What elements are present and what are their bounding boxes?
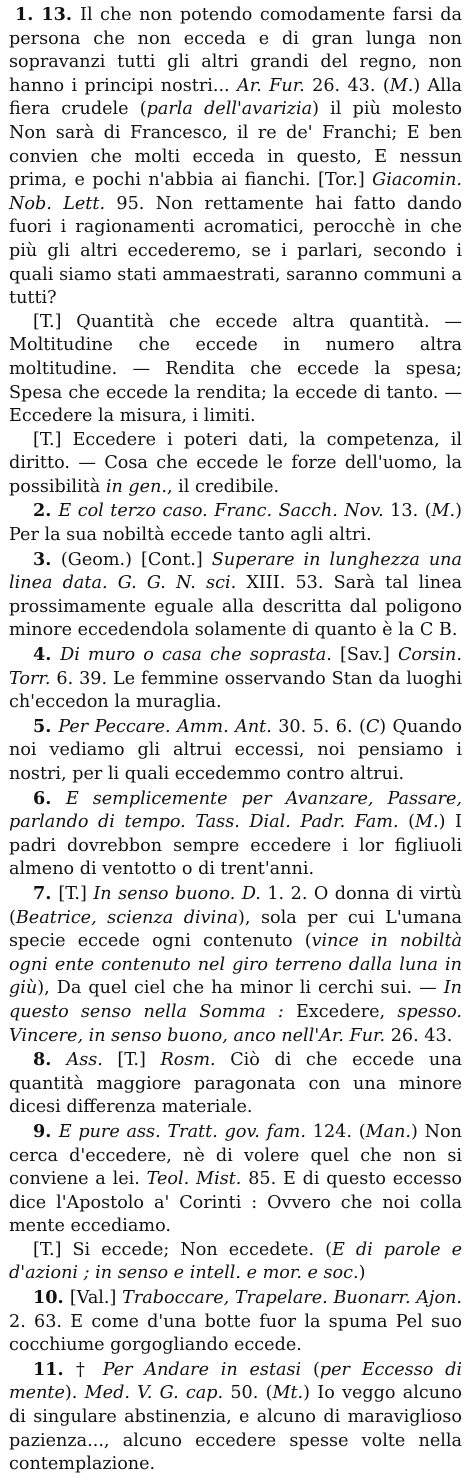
italic-text: Beatrice, scienza divina [15, 907, 238, 928]
sense-number: 2. [33, 500, 59, 522]
entry-paragraph [9, 882, 462, 1048]
entry-paragraph [9, 499, 462, 547]
body-text: Il che non potendo comodamente farsi da persona che non ecceda e di gran lunga non sopravanzi tutti gli altri grandi del regno, non hanno i principi nostri... [9, 5, 462, 96]
italic-text: M. [389, 75, 414, 96]
body-text: XIII. 53. Sarà tal linea prossimamente eguale alla descritta dal poligono minore eccedendola solamente di quanto è la C B. [9, 573, 463, 641]
entry-paragraph [9, 1120, 462, 1239]
sense-number: 8. [33, 1049, 67, 1071]
sense-number: 9. [33, 1120, 59, 1142]
body-text: Ciò di che eccede una quantità maggiore paragonata con una minore dicesi differenza materiale. [9, 1050, 463, 1118]
italic-text: Rosm. [160, 1050, 216, 1071]
entry-paragraph [9, 787, 462, 882]
sense-number: 1. 13. [15, 4, 80, 25]
entry-paragraph [9, 643, 462, 715]
body-text: ), sola per cui L'umana specie eccede ogni contenuto ( [9, 907, 462, 952]
italic-text: vince in nobiltà ogni ente contenuto nel giro terreno dalla luna in giù [9, 931, 462, 999]
body-text: 26. 43. ( [304, 75, 390, 96]
italic-text: parla dell'avarizia [146, 99, 313, 120]
italic-text: per Eccesso di mente [9, 1359, 463, 1404]
italic-text: In senso buono. D. [93, 883, 261, 904]
body-text: ) Non cerca d'eccedere, nè di volere quel che non si conviene a lei. [9, 1121, 462, 1190]
italic-text: spesso. Vincere, in senso buono, anco nell'Ar. Fur. [9, 1001, 462, 1046]
body-text: 30. 5. 6. ( [271, 716, 366, 737]
body-text: 1. 2. O donna di virtù ( [9, 883, 462, 928]
body-text: ) il più molesto Non sarà di Francesco, il re de' Franchi; E ben convien che molti ecceda in questo, E nessun prima, e pochi n'abbia ai fianchi. [Tor.] [9, 99, 463, 191]
body-text: [T.] Eccedere i poteri dati, la competenza, il diritto. — Cosa che eccede le forze dell'uomo, la possibilità [9, 429, 462, 497]
entry-paragraph [9, 548, 462, 643]
italic-text: C [365, 716, 380, 737]
italic-text: E di parole e d'azioni ; in senso e intell. e mor. e soc. [9, 1239, 462, 1284]
body-text: [T.] [58, 883, 94, 904]
italic-text: In questo senso nella Somma : [9, 978, 462, 1022]
body-text: [T.] Quantità che eccede altra quantità. — Moltitudine che eccede in numero altra moltitudine. — Rendita che eccede la spesa; Spesa che eccede la rendita; la eccede di tanto. — Eccedere la misura, i limiti. [9, 311, 462, 427]
body-text: ). [64, 1383, 85, 1404]
italic-text: Di muro o casa che soprasta. [60, 645, 332, 666]
body-text: , il credibile. [167, 476, 280, 497]
entry-paragraph [9, 3, 462, 311]
sense-number: 10. [33, 1287, 70, 1309]
italic-text: E semplicemente per Avanzare, Passare, parlando di tempo. Tass. Dial. Padr. Fam. [9, 788, 462, 833]
italic-text: Ar. Fur. [237, 75, 305, 96]
body-text: 13. ( [383, 501, 432, 522]
body-text: ) I padri dovrebbon sempre eccedere i lor figliuoli almeno di ventotto o di trent'anni. [9, 812, 462, 880]
entry-paragraph [9, 1358, 462, 1477]
body-text: 50. ( [223, 1383, 273, 1404]
body-text: ) Alla fiera crudele ( [9, 75, 462, 120]
body-text: ( [301, 1359, 320, 1380]
italic-text: M. [415, 812, 439, 833]
body-text: ) Quando noi vediamo gli altrui eccessi, noi pensiamo i nostri, per li quali eccedemmo contro altrui. [9, 716, 462, 784]
body-text: ), Da quel ciel che ha minor li cerchi sui. — [37, 978, 444, 999]
italic-text: Traboccare, Trapelare. Buonarr. Ajon. [122, 1288, 463, 1309]
body-text: ) Per la sua nobiltà eccede tanto agli altri. [9, 501, 462, 546]
italic-text: Man. [365, 1121, 412, 1142]
sense-number: 4. [33, 644, 61, 666]
sense-number: 5. [33, 715, 59, 737]
italic-text: Ass. [66, 1050, 103, 1071]
entry-paragraph [9, 429, 462, 500]
sense-number: 7. [33, 882, 59, 904]
body-text: 26. 43. [385, 1025, 453, 1046]
entry-paragraph [9, 1286, 462, 1358]
body-text: 85. E di questo eccesso dice l'Apostolo a' Corinti : Ovvero che noi colla mente eccediamo. [9, 1169, 462, 1237]
italic-text: Mt. [272, 1383, 304, 1404]
italic-text: E col terzo caso. Franc. Sacch. Nov. [58, 501, 384, 522]
body-text: [Sav.] [331, 645, 398, 666]
entry-paragraph [9, 1239, 462, 1286]
body-text: 6. 39. Le femmine osservando Stan da luoghi ch'eccedon la muraglia. [9, 668, 462, 713]
italic-text: M. [431, 501, 456, 522]
italic-text: Superare in lunghezza una linea data. G. G. N. sci. [9, 549, 462, 594]
italic-text: Teol. Mist. [146, 1169, 242, 1190]
sense-number: 11. [33, 1358, 76, 1380]
italic-text: Corsin. Torr. [9, 645, 462, 689]
italic-text: Giacomin. Nob. Lett. [9, 170, 462, 214]
italic-text: E pure ass. Tratt. gov. fam. [58, 1121, 306, 1142]
italic-text: Per Peccare. Amm. Ant. [58, 716, 272, 737]
italic-text: in gen. [105, 476, 167, 497]
body-text: 95. Non rettamente hai fatto dando fuori i ragionamenti acromatici, perocchè in che più gli altri eccederemo, se i parlari, secondo i quali siamo stati ammaestrati, saranno communi a tutti? [9, 193, 462, 309]
sense-number: 6. [33, 787, 66, 809]
body-text: † [75, 1359, 103, 1380]
body-text: 2. 63. E come d'una botte fuor la spuma Pel suo cocchiume gorgogliando eccede. [9, 1311, 462, 1356]
body-text: [Val.] [69, 1288, 123, 1309]
body-text: (Geom.) [Cont.] [60, 549, 212, 570]
body-text: ) Io veggo alcuno di singulare abstinenzia, e alcuno di maraviglioso pazienza..., alcuno eccedere spesse volte nella contemplazione. [9, 1383, 462, 1475]
italic-text: Med. V. G. cap. [84, 1383, 224, 1404]
entry-paragraph [9, 715, 462, 787]
body-text: ( [398, 812, 415, 833]
body-text: ) [358, 1263, 366, 1284]
body-text: [T.] [102, 1050, 161, 1071]
entry-paragraph [9, 1048, 462, 1120]
body-text: 124. ( [305, 1121, 366, 1142]
sense-number: 3. [33, 548, 61, 570]
body-text: [T.] Si eccede; Non eccedete. ( [33, 1239, 332, 1260]
italic-text: Per Andare in estasi [102, 1359, 302, 1380]
body-text: Excedere, [283, 1001, 398, 1022]
entry-paragraph [9, 311, 462, 429]
